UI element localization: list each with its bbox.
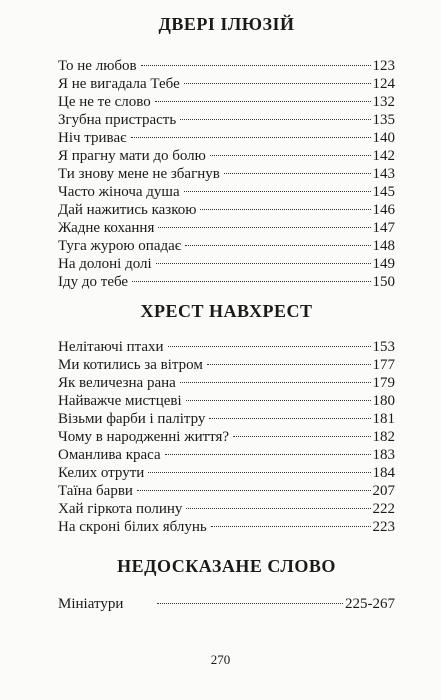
- entry-title: Хай гіркота полину: [58, 501, 183, 517]
- entry-title: То не любов: [58, 58, 137, 74]
- toc-entry: [58, 482, 395, 500]
- entry-page: 182: [372, 429, 395, 445]
- toc-entry: [58, 464, 395, 482]
- entry-title: Ми котились за вітром: [58, 357, 203, 373]
- toc-entry: [58, 219, 395, 237]
- entry-page: 146: [372, 202, 395, 218]
- toc-entry: [58, 392, 395, 410]
- entry-title: Ти знову мене не збагнув: [58, 166, 220, 182]
- entry-title: Згубна пристрасть: [58, 112, 177, 128]
- entry-title: Як величезна рана: [58, 375, 176, 391]
- entry-page: 225-267: [345, 596, 395, 612]
- dot-leader: [137, 490, 371, 491]
- toc-entry: [58, 518, 395, 536]
- dot-leader: [157, 603, 343, 604]
- dot-leader: [165, 454, 371, 455]
- entry-page: 142: [372, 148, 395, 164]
- dot-leader: [224, 173, 371, 174]
- entry-page: 184: [372, 465, 395, 481]
- entry-title: Найважче мистцеві: [58, 393, 182, 409]
- entry-page: 153: [372, 339, 395, 355]
- entry-page: 222: [372, 501, 395, 517]
- toc-list: [58, 338, 395, 536]
- toc-entry: [58, 410, 395, 428]
- entry-page: 150: [372, 274, 395, 290]
- entry-title: Ніч триває: [58, 130, 127, 146]
- dot-leader: [158, 227, 370, 228]
- entry-page: 183: [372, 447, 395, 463]
- toc-entry: [58, 57, 395, 75]
- dot-leader: [184, 191, 371, 192]
- entry-page: 143: [372, 166, 395, 182]
- entry-title: Часто жіноча душа: [58, 184, 180, 200]
- dot-leader: [156, 263, 371, 264]
- toc-list: [58, 57, 395, 291]
- entry-page: 132: [372, 94, 395, 110]
- entry-title: Це не те слово: [58, 94, 151, 110]
- entry-page: 135: [372, 112, 395, 128]
- toc-entry: [58, 147, 395, 165]
- entry-page: 147: [372, 220, 395, 236]
- dot-leader: [141, 65, 371, 66]
- dot-leader: [155, 101, 371, 102]
- entry-title: Чому в народженні життя?: [58, 429, 230, 445]
- entry-title: Я не вигадала Тебе: [58, 76, 180, 92]
- section-nedoskazane-slovo: [58, 555, 395, 613]
- entry-page: 223: [372, 519, 395, 535]
- toc-entry: [58, 338, 395, 356]
- section-heading: НЕДОСКАЗАНЕ СЛОВО: [117, 556, 336, 576]
- page-number: 270: [210, 652, 231, 667]
- entry-page: 124: [372, 76, 395, 92]
- toc-entry: [58, 356, 395, 374]
- entry-title: Оманлива краса: [58, 447, 161, 463]
- toc-entry: [58, 273, 395, 291]
- entry-title: На скроні білих яблунь: [58, 519, 207, 535]
- entry-page: 145: [372, 184, 395, 200]
- toc-entry: [58, 183, 395, 201]
- entry-title: Дай нажитись казкою: [58, 202, 197, 218]
- entry-title: Жадне кохання: [58, 220, 155, 236]
- entry-title: Туга журою опадає: [58, 238, 182, 254]
- dot-leader: [186, 508, 370, 509]
- dot-leader: [148, 472, 370, 473]
- dot-leader: [180, 119, 370, 120]
- dot-leader: [180, 382, 371, 383]
- dot-leader: [168, 346, 371, 347]
- toc-entry: [58, 93, 395, 111]
- section-dveri-iliuzii: [58, 13, 395, 291]
- dot-leader: [209, 418, 370, 419]
- toc-entry: [58, 428, 395, 446]
- dot-leader: [185, 245, 370, 246]
- entry-page: 207: [372, 483, 395, 499]
- toc-entry: [58, 446, 395, 464]
- toc-entry: [58, 165, 395, 183]
- toc-entry: [58, 595, 395, 613]
- dot-leader: [233, 436, 370, 437]
- entry-title: На долоні долі: [58, 256, 152, 272]
- section-khrest-navkhrest: [58, 300, 395, 536]
- entry-page: 179: [372, 375, 395, 391]
- section-heading: ХРЕСТ НАВХРЕСТ: [140, 301, 313, 321]
- toc-entry: [58, 111, 395, 129]
- entry-page: 140: [372, 130, 395, 146]
- dot-leader: [210, 155, 371, 156]
- dot-leader: [207, 364, 371, 365]
- dot-leader: [184, 83, 371, 84]
- toc-list: [58, 595, 395, 613]
- entry-page: 149: [372, 256, 395, 272]
- entry-title: Я прагну мати до болю: [58, 148, 206, 164]
- entry-page: 148: [372, 238, 395, 254]
- dot-leader: [132, 281, 370, 282]
- entry-title: Візьми фарби і палітру: [58, 411, 206, 427]
- dot-leader: [211, 526, 371, 527]
- toc-entry: [58, 237, 395, 255]
- dot-leader: [131, 137, 371, 138]
- dot-leader: [186, 400, 371, 401]
- toc-entry: [58, 255, 395, 273]
- entry-title: Нелітаючі птахи: [58, 339, 164, 355]
- entry-page: 177: [372, 357, 395, 373]
- section-heading: ДВЕРІ ІЛЮЗІЙ: [158, 14, 295, 34]
- toc-entry: [58, 129, 395, 147]
- toc-entry: [58, 374, 395, 392]
- toc-entry: [58, 75, 395, 93]
- toc-entry: [58, 201, 395, 219]
- entry-title: Келих отрути: [58, 465, 145, 481]
- dot-leader: [200, 209, 370, 210]
- entry-title: Мініатури: [58, 596, 124, 612]
- entry-page: 181: [372, 411, 395, 427]
- entry-page: 180: [372, 393, 395, 409]
- entry-title: Таїна барви: [58, 483, 133, 499]
- entry-page: 123: [372, 58, 395, 74]
- toc-entry: [58, 500, 395, 518]
- entry-title: Іду до тебе: [58, 274, 129, 290]
